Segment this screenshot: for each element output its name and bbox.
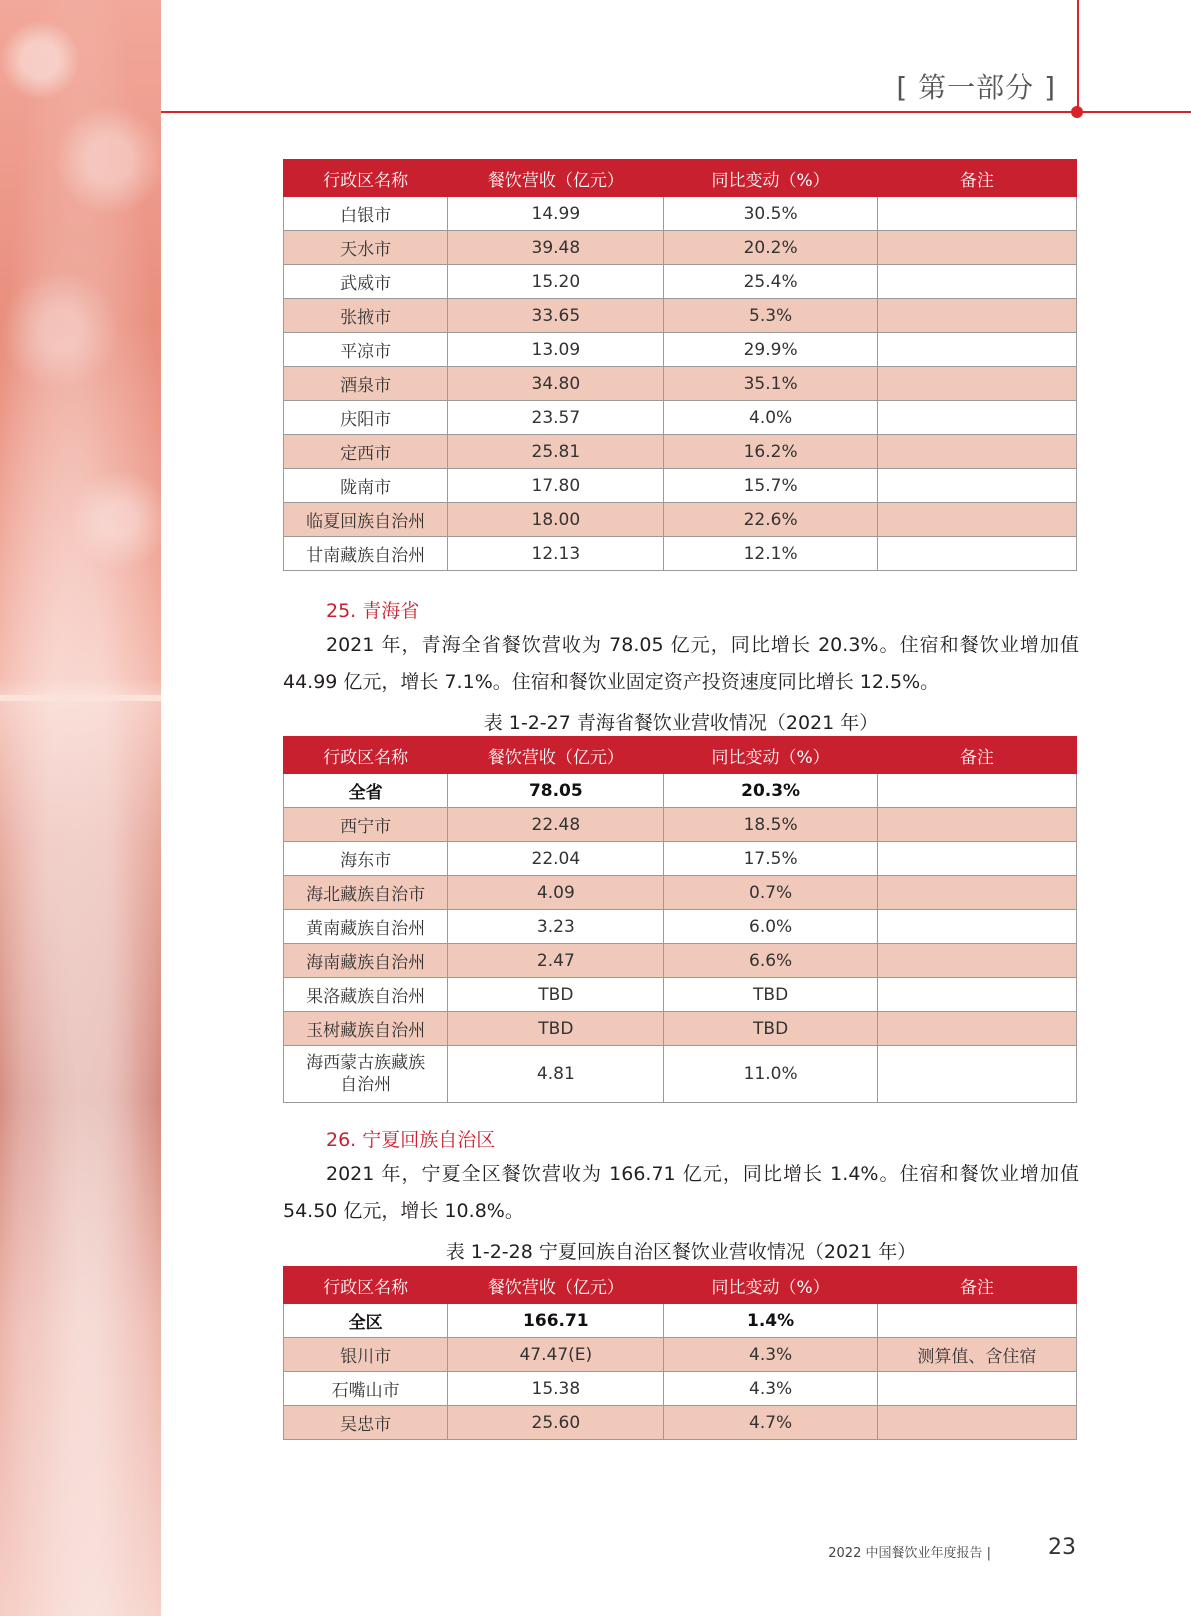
- cell-region: 西宁市: [284, 808, 448, 842]
- col-header-revenue: 餐饮营收（亿元）: [448, 160, 664, 197]
- cell-region: 天水市: [284, 231, 448, 265]
- table-row: [284, 1012, 1077, 1046]
- col-header-region: 行政区名称: [284, 1267, 448, 1304]
- cell-change: 4.3%: [664, 1338, 877, 1372]
- cell-change: 20.2%: [664, 231, 877, 265]
- page-number: 23: [1048, 1535, 1076, 1560]
- header-dot-icon: [1071, 106, 1083, 118]
- cell-revenue: 39.48: [448, 231, 664, 265]
- table-header-row: [284, 1267, 1077, 1304]
- cell-note: [877, 265, 1076, 299]
- cell-region: 甘南藏族自治州: [284, 537, 448, 571]
- cell-note: [877, 435, 1076, 469]
- cell-region: 果洛藏族自治州: [284, 978, 448, 1012]
- table-row: [284, 197, 1077, 231]
- cell-revenue: 12.13: [448, 537, 664, 571]
- cell-change: 16.2%: [664, 435, 877, 469]
- cell-note: [877, 231, 1076, 265]
- cell-change: 25.4%: [664, 265, 877, 299]
- table-row: [284, 1338, 1077, 1372]
- cell-revenue: 33.65: [448, 299, 664, 333]
- cell-note: [877, 1372, 1076, 1406]
- cell-region: 陇南市: [284, 469, 448, 503]
- gansu-revenue-table: [283, 159, 1077, 571]
- table-body: [284, 1304, 1077, 1440]
- cell-region: 全区: [284, 1304, 448, 1338]
- cell-note: [877, 333, 1076, 367]
- cell-revenue: 25.60: [448, 1406, 664, 1440]
- cell-note: [877, 299, 1076, 333]
- table-body: [284, 774, 1077, 1103]
- cell-region: 酒泉市: [284, 367, 448, 401]
- table-header-row: [284, 737, 1077, 774]
- cell-region: 临夏回族自治州: [284, 503, 448, 537]
- cell-region: 海西蒙古族藏族自治州: [284, 1046, 448, 1103]
- table-row: [284, 435, 1077, 469]
- cell-note: [877, 367, 1076, 401]
- col-header-revenue: 餐饮营收（亿元）: [448, 737, 664, 774]
- cell-change: 5.3%: [664, 299, 877, 333]
- cell-region: 白银市: [284, 197, 448, 231]
- cell-note: [877, 1304, 1076, 1338]
- cell-change: 6.6%: [664, 944, 877, 978]
- cell-change: 35.1%: [664, 367, 877, 401]
- section-heading-qinghai: 25. 青海省: [326, 600, 420, 622]
- cell-revenue: 22.48: [448, 808, 664, 842]
- cell-change: 29.9%: [664, 333, 877, 367]
- section-paragraph-qinghai: 2021 年，青海全省餐饮营收为 78.05 亿元，同比增长 20.3%。住宿和餐饮业增加值 44.99 亿元，增长 7.1%。住宿和餐饮业固定资产投资速度同比增长 12.5%。: [283, 634, 1079, 693]
- cell-change: 11.0%: [664, 1046, 877, 1103]
- cell-region: 庆阳市: [284, 401, 448, 435]
- cell-change: 4.3%: [664, 1372, 877, 1406]
- table-caption-qinghai: 表 1-2-27 青海省餐饮业营收情况（2021 年）: [483, 712, 879, 734]
- footer-report-title: 2022 中国餐饮业年度报告 |: [828, 1546, 991, 1561]
- cell-region: 银川市: [284, 1338, 448, 1372]
- cell-note: [877, 503, 1076, 537]
- cell-revenue: TBD: [448, 978, 664, 1012]
- cell-change: 4.0%: [664, 401, 877, 435]
- header-rule: [161, 111, 1191, 113]
- cell-note: [877, 401, 1076, 435]
- cell-region: 海东市: [284, 842, 448, 876]
- header-vertical-rule: [1077, 0, 1079, 111]
- cell-region: 石嘴山市: [284, 1372, 448, 1406]
- table-row: [284, 503, 1077, 537]
- table-row: [284, 910, 1077, 944]
- part-label: [ 第一部分 ]: [896, 71, 1056, 104]
- cell-revenue: 34.80: [448, 367, 664, 401]
- cell-region: 定西市: [284, 435, 448, 469]
- cell-revenue: TBD: [448, 1012, 664, 1046]
- cell-revenue: 47.47(E): [448, 1338, 664, 1372]
- cell-region: 黄南藏族自治州: [284, 910, 448, 944]
- cell-note: [877, 944, 1076, 978]
- cell-note: [877, 469, 1076, 503]
- cell-note: 测算值、含住宿: [877, 1338, 1076, 1372]
- table-row: [284, 1046, 1077, 1103]
- cell-note: [877, 808, 1076, 842]
- cell-note: [877, 774, 1076, 808]
- cell-region: 海南藏族自治州: [284, 944, 448, 978]
- table-row: [284, 537, 1077, 571]
- cell-note: [877, 197, 1076, 231]
- cell-revenue: 4.81: [448, 1046, 664, 1103]
- ningxia-revenue-table: [283, 1266, 1077, 1440]
- table-row: [284, 401, 1077, 435]
- cell-revenue: 13.09: [448, 333, 664, 367]
- table-row: [284, 299, 1077, 333]
- cell-change: 6.0%: [664, 910, 877, 944]
- cell-note: [877, 978, 1076, 1012]
- table-row: [284, 842, 1077, 876]
- qinghai-revenue-table: [283, 736, 1077, 1103]
- cell-region: 武威市: [284, 265, 448, 299]
- cell-revenue: 14.99: [448, 197, 664, 231]
- table-row: [284, 808, 1077, 842]
- cell-note: [877, 910, 1076, 944]
- cell-revenue: 23.57: [448, 401, 664, 435]
- col-header-region: 行政区名称: [284, 160, 448, 197]
- table-caption-ningxia: 表 1-2-28 宁夏回族自治区餐饮业营收情况（2021 年）: [445, 1241, 917, 1263]
- col-header-note: 备注: [877, 160, 1076, 197]
- cell-region: 海北藏族自治市: [284, 876, 448, 910]
- cell-revenue: 2.47: [448, 944, 664, 978]
- table-row: [284, 1304, 1077, 1338]
- cell-revenue: 166.71: [448, 1304, 664, 1338]
- cell-region: 吴忠市: [284, 1406, 448, 1440]
- cell-revenue: 18.00: [448, 503, 664, 537]
- cell-revenue: 78.05: [448, 774, 664, 808]
- cell-revenue: 15.38: [448, 1372, 664, 1406]
- table-row: [284, 231, 1077, 265]
- cell-change: 18.5%: [664, 808, 877, 842]
- section-heading-ningxia: 26. 宁夏回族自治区: [326, 1129, 496, 1151]
- table-row: [284, 469, 1077, 503]
- table-row: [284, 1372, 1077, 1406]
- cell-change: 15.7%: [664, 469, 877, 503]
- cell-revenue: 4.09: [448, 876, 664, 910]
- cell-change: 20.3%: [664, 774, 877, 808]
- cell-change: 22.6%: [664, 503, 877, 537]
- col-header-revenue: 餐饮营收（亿元）: [448, 1267, 664, 1304]
- cell-note: [877, 537, 1076, 571]
- table-row: [284, 876, 1077, 910]
- cell-note: [877, 842, 1076, 876]
- cell-region: 平凉市: [284, 333, 448, 367]
- col-header-change: 同比变动（%）: [664, 160, 877, 197]
- cell-change: 0.7%: [664, 876, 877, 910]
- col-header-note: 备注: [877, 737, 1076, 774]
- table-header-row: [284, 160, 1077, 197]
- cell-region: 玉树藏族自治州: [284, 1012, 448, 1046]
- side-photo-divider: [0, 695, 161, 701]
- cell-change: 4.7%: [664, 1406, 877, 1440]
- table-row: [284, 367, 1077, 401]
- col-header-change: 同比变动（%）: [664, 737, 877, 774]
- cell-change: 17.5%: [664, 842, 877, 876]
- cell-note: [877, 1012, 1076, 1046]
- cell-note: [877, 1046, 1076, 1103]
- cell-region: 张掖市: [284, 299, 448, 333]
- table-row: [284, 1406, 1077, 1440]
- cell-change: 12.1%: [664, 537, 877, 571]
- cell-revenue: 22.04: [448, 842, 664, 876]
- table-body: [284, 197, 1077, 571]
- table-row: [284, 265, 1077, 299]
- cell-change: TBD: [664, 978, 877, 1012]
- col-header-region: 行政区名称: [284, 737, 448, 774]
- col-header-change: 同比变动（%）: [664, 1267, 877, 1304]
- decorative-side-photo: [0, 0, 161, 1616]
- cell-revenue: 3.23: [448, 910, 664, 944]
- section-paragraph-ningxia: 2021 年，宁夏全区餐饮营收为 166.71 亿元，同比增长 1.4%。住宿和餐饮业增加值 54.50 亿元，增长 10.8%。: [283, 1163, 1079, 1222]
- table-row: [284, 774, 1077, 808]
- cell-note: [877, 876, 1076, 910]
- cell-region: 全省: [284, 774, 448, 808]
- cell-revenue: 15.20: [448, 265, 664, 299]
- cell-change: 1.4%: [664, 1304, 877, 1338]
- cell-revenue: 17.80: [448, 469, 664, 503]
- cell-change: 30.5%: [664, 197, 877, 231]
- table-row: [284, 944, 1077, 978]
- table-row: [284, 978, 1077, 1012]
- table-row: [284, 333, 1077, 367]
- cell-note: [877, 1406, 1076, 1440]
- cell-revenue: 25.81: [448, 435, 664, 469]
- col-header-note: 备注: [877, 1267, 1076, 1304]
- cell-change: TBD: [664, 1012, 877, 1046]
